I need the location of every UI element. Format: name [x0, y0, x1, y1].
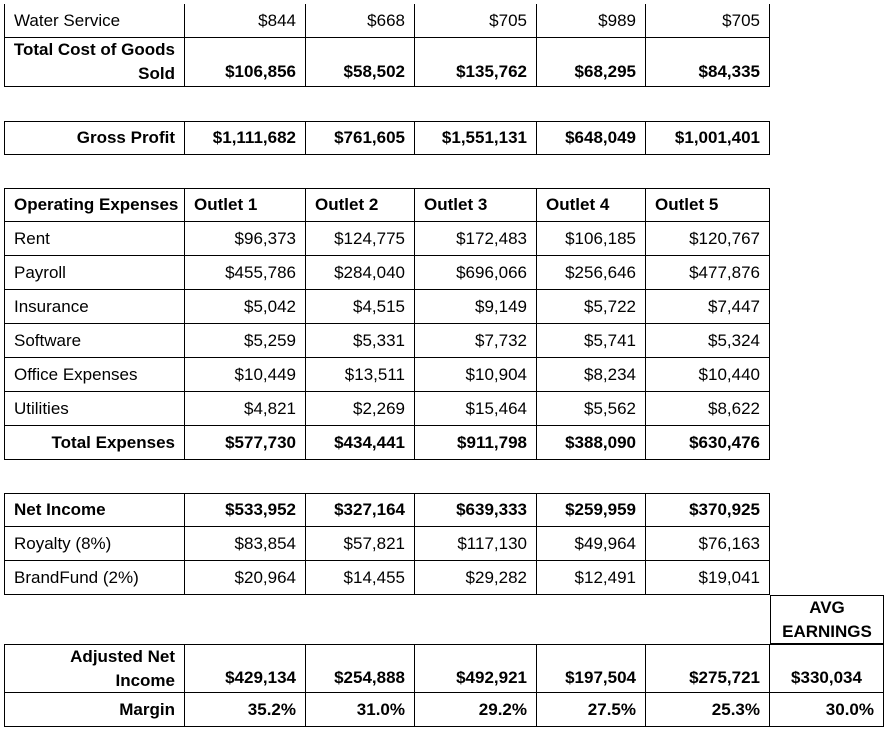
adjusted-outlet-3[interactable]: $492,921 — [415, 644, 537, 693]
total-cogs-outlet-5[interactable]: $84,335 — [646, 38, 770, 87]
adjusted-label-line1: Adjusted Net — [70, 646, 175, 666]
gross-profit-outlet-1[interactable]: $1,111,682 — [185, 121, 306, 155]
adjusted-outlet-4[interactable]: $197,504 — [537, 644, 646, 693]
margin-outlet-2[interactable]: 31.0% — [306, 693, 415, 727]
avg-header-line1: AVG — [809, 597, 845, 617]
gross-profit-outlet-3[interactable]: $1,551,131 — [415, 121, 537, 155]
rent-outlet-2[interactable]: $124,775 — [306, 222, 415, 256]
gross-profit-outlet-5[interactable]: $1,001,401 — [646, 121, 770, 155]
software-outlet-4[interactable]: $5,741 — [537, 324, 646, 358]
brandfund-label[interactable]: BrandFund (2%) — [4, 561, 185, 595]
rent-outlet-3[interactable]: $172,483 — [415, 222, 537, 256]
brandfund-outlet-2[interactable]: $14,455 — [306, 561, 415, 595]
total-expenses-outlet-3[interactable]: $911,798 — [415, 426, 537, 460]
insurance-outlet-3[interactable]: $9,149 — [415, 290, 537, 324]
rent-outlet-5[interactable]: $120,767 — [646, 222, 770, 256]
margin-outlet-5[interactable]: 25.3% — [646, 693, 770, 727]
adjusted-label-line2: Income — [115, 670, 175, 690]
total-expenses-outlet-2[interactable]: $434,441 — [306, 426, 415, 460]
adjusted-outlet-2[interactable]: $254,888 — [306, 644, 415, 693]
water-service-outlet-5[interactable]: $705 — [646, 4, 770, 38]
margin-outlet-3[interactable]: 29.2% — [415, 693, 537, 727]
office-expenses-outlet-2[interactable]: $13,511 — [306, 358, 415, 392]
margin-outlet-1[interactable]: 35.2% — [185, 693, 306, 727]
total-expenses-label[interactable]: Total Expenses — [4, 426, 185, 460]
rent-outlet-1[interactable]: $96,373 — [185, 222, 306, 256]
net-income-outlet-5[interactable]: $370,925 — [646, 493, 770, 527]
software-outlet-5[interactable]: $5,324 — [646, 324, 770, 358]
royalty-outlet-4[interactable]: $49,964 — [537, 527, 646, 561]
insurance-outlet-4[interactable]: $5,722 — [537, 290, 646, 324]
utilities-outlet-4[interactable]: $5,562 — [537, 392, 646, 426]
total-cogs-outlet-4[interactable]: $68,295 — [537, 38, 646, 87]
total-expenses-outlet-5[interactable]: $630,476 — [646, 426, 770, 460]
office-expenses-outlet-4[interactable]: $8,234 — [537, 358, 646, 392]
office-expenses-outlet-5[interactable]: $10,440 — [646, 358, 770, 392]
gross-profit-outlet-4[interactable]: $648,049 — [537, 121, 646, 155]
payroll-outlet-1[interactable]: $455,786 — [185, 256, 306, 290]
outlet-4-header[interactable]: Outlet 4 — [537, 188, 646, 222]
net-income-outlet-3[interactable]: $639,333 — [415, 493, 537, 527]
net-income-label[interactable]: Net Income — [4, 493, 185, 527]
rent-label[interactable]: Rent — [4, 222, 185, 256]
total-cogs-label[interactable] — [4, 38, 185, 87]
payroll-label[interactable]: Payroll — [4, 256, 185, 290]
software-label[interactable]: Software — [4, 324, 185, 358]
royalty-outlet-1[interactable]: $83,854 — [185, 527, 306, 561]
opex-header-label[interactable]: Operating Expenses — [4, 188, 185, 222]
royalty-label[interactable]: Royalty (8%) — [4, 527, 185, 561]
utilities-outlet-2[interactable]: $2,269 — [306, 392, 415, 426]
water-service-label[interactable]: Water Service — [4, 4, 185, 38]
software-outlet-3[interactable]: $7,732 — [415, 324, 537, 358]
insurance-outlet-2[interactable]: $4,515 — [306, 290, 415, 324]
net-income-outlet-4[interactable]: $259,959 — [537, 493, 646, 527]
adjusted-net-income-label[interactable] — [4, 644, 185, 693]
royalty-outlet-5[interactable]: $76,163 — [646, 527, 770, 561]
water-service-outlet-4[interactable]: $989 — [537, 4, 646, 38]
total-cogs-outlet-3[interactable]: $135,762 — [415, 38, 537, 87]
utilities-outlet-5[interactable]: $8,622 — [646, 392, 770, 426]
software-outlet-2[interactable]: $5,331 — [306, 324, 415, 358]
outlet-1-header[interactable]: Outlet 1 — [185, 188, 306, 222]
avg-header-line2: EARNINGS — [782, 621, 872, 641]
total-cogs-outlet-1[interactable]: $106,856 — [185, 38, 306, 87]
water-service-outlet-1[interactable]: $844 — [185, 4, 306, 38]
total-cogs-outlet-2[interactable]: $58,502 — [306, 38, 415, 87]
insurance-label[interactable]: Insurance — [4, 290, 185, 324]
total-expenses-outlet-4[interactable]: $388,090 — [537, 426, 646, 460]
net-income-outlet-1[interactable]: $533,952 — [185, 493, 306, 527]
water-service-outlet-3[interactable]: $705 — [415, 4, 537, 38]
total-cogs-label-line2: Sold — [138, 64, 175, 83]
water-service-outlet-2[interactable]: $668 — [306, 4, 415, 38]
payroll-outlet-4[interactable]: $256,646 — [537, 256, 646, 290]
brandfund-outlet-4[interactable]: $12,491 — [537, 561, 646, 595]
utilities-outlet-3[interactable]: $15,464 — [415, 392, 537, 426]
brandfund-outlet-3[interactable]: $29,282 — [415, 561, 537, 595]
total-expenses-outlet-1[interactable]: $577,730 — [185, 426, 306, 460]
rent-outlet-4[interactable]: $106,185 — [537, 222, 646, 256]
total-cogs-label-line1: Total Cost of Goods — [13, 40, 175, 59]
margin-avg[interactable]: 30.0% — [770, 693, 884, 727]
gross-profit-label[interactable]: Gross Profit — [4, 121, 185, 155]
adjusted-outlet-1[interactable]: $429,134 — [185, 644, 306, 693]
utilities-label[interactable]: Utilities — [4, 392, 185, 426]
payroll-outlet-5[interactable]: $477,876 — [646, 256, 770, 290]
royalty-outlet-2[interactable]: $57,821 — [306, 527, 415, 561]
net-income-outlet-2[interactable]: $327,164 — [306, 493, 415, 527]
adjusted-outlet-5[interactable]: $275,721 — [646, 644, 770, 693]
office-expenses-label[interactable]: Office Expenses — [4, 358, 185, 392]
payroll-outlet-3[interactable]: $696,066 — [415, 256, 537, 290]
software-outlet-1[interactable]: $5,259 — [185, 324, 306, 358]
payroll-outlet-2[interactable]: $284,040 — [306, 256, 415, 290]
adjusted-avg[interactable]: $330,034 — [770, 644, 884, 693]
utilities-outlet-1[interactable]: $4,821 — [185, 392, 306, 426]
insurance-outlet-5[interactable]: $7,447 — [646, 290, 770, 324]
outlet-2-header[interactable]: Outlet 2 — [306, 188, 415, 222]
outlet-5-header[interactable]: Outlet 5 — [646, 188, 770, 222]
gross-profit-outlet-2[interactable]: $761,605 — [306, 121, 415, 155]
brandfund-outlet-1[interactable]: $20,964 — [185, 561, 306, 595]
margin-label[interactable]: Margin — [4, 693, 185, 727]
office-expenses-outlet-1[interactable]: $10,449 — [185, 358, 306, 392]
outlet-3-header[interactable]: Outlet 3 — [415, 188, 537, 222]
office-expenses-outlet-3[interactable]: $10,904 — [415, 358, 537, 392]
avg-earnings-header[interactable] — [770, 595, 884, 644]
insurance-outlet-1[interactable]: $5,042 — [185, 290, 306, 324]
brandfund-outlet-5[interactable]: $19,041 — [646, 561, 770, 595]
margin-outlet-4[interactable]: 27.5% — [537, 693, 646, 727]
royalty-outlet-3[interactable]: $117,130 — [415, 527, 537, 561]
